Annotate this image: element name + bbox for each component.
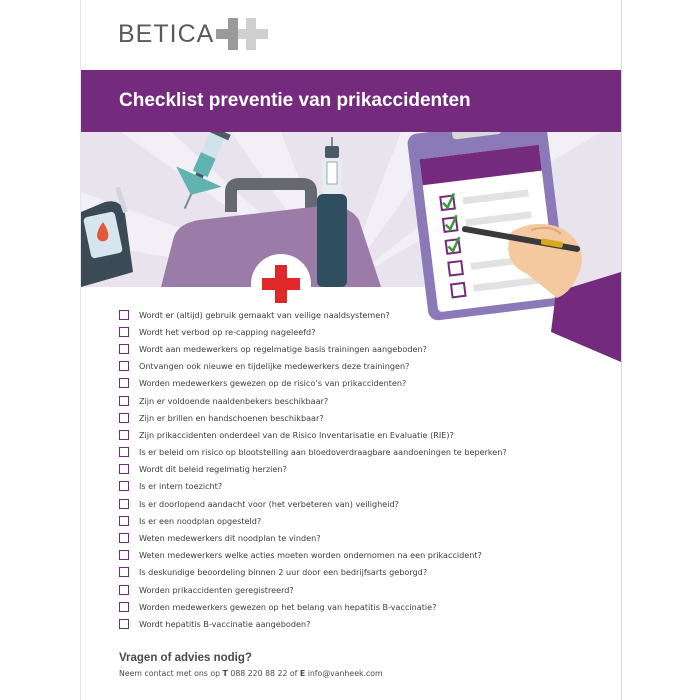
checkbox[interactable] — [119, 602, 129, 612]
checkbox[interactable] — [119, 567, 129, 577]
checklist-item-text: Zijn er brillen en handschoenen beschikbaar? — [139, 412, 324, 423]
checklist-item — [119, 409, 579, 426]
checkbox[interactable] — [119, 447, 129, 457]
checkbox[interactable] — [119, 499, 129, 509]
checklist-item-text: Wordt er (altijd) gebruik gemaakt van veilige naaldsystemen? — [139, 309, 390, 320]
checkbox[interactable] — [119, 378, 129, 388]
checkbox[interactable] — [119, 327, 129, 337]
checkbox[interactable] — [119, 481, 129, 491]
checklist-item-text: Is deskundige beoordeling binnen 2 uur door een bedrijfsarts geborgd? — [139, 567, 428, 578]
checkbox[interactable] — [119, 361, 129, 371]
checkbox[interactable] — [119, 516, 129, 526]
contact-prefix: Neem contact met ons op — [119, 669, 221, 678]
betica-logo — [118, 18, 268, 50]
phone-number: 088 220 88 22 — [230, 669, 288, 678]
checklist-item-text: Wordt hepatitis B-vaccinatie aangeboden? — [139, 618, 311, 629]
checkbox[interactable] — [119, 533, 129, 543]
checklist-item — [119, 461, 579, 478]
checklist-item-text: Zijn prikaccidenten onderdeel van de Risico Inventarisatie en Evaluatie (RIE)? — [139, 429, 454, 440]
checklist-item — [119, 564, 579, 581]
email-label: E — [299, 669, 306, 678]
checklist-item-text: Worden prikaccidenten geregistreerd? — [139, 584, 294, 595]
checkbox[interactable] — [119, 413, 129, 423]
checklist-item-text: Worden medewerkers gewezen op de risico’s van prikaccidenten? — [139, 378, 407, 389]
checklist-item — [119, 547, 579, 564]
checklist-item — [119, 615, 579, 632]
checkbox[interactable] — [119, 619, 129, 629]
checklist-item-text: Wordt aan medewerkers op regelmatige basis trainingen aangeboden? — [139, 343, 427, 354]
checklist-item-text: Is er doorlopend aandacht voor (het verbeteren van) veiligheid? — [139, 498, 399, 509]
checklist-item — [119, 306, 579, 323]
checklist-item — [119, 444, 579, 461]
checklist-item-text: Ontvangen ook nieuwe en tijdelijke medewerkers deze trainingen? — [139, 361, 410, 372]
checklist-item — [119, 340, 579, 357]
checkbox[interactable] — [119, 550, 129, 560]
checklist-item-text: Wordt dit beleid regelmatig herzien? — [139, 464, 287, 475]
checklist-item-text: Is er beleid om risico op blootstelling aan bloedoverdraagbare aandoeningen te beperken? — [139, 447, 507, 458]
checklist-item — [119, 581, 579, 598]
checklist-item-text: Zijn er voldoende naaldenbekers beschikbaar? — [139, 395, 329, 406]
checklist-item — [119, 392, 579, 409]
phone-label: T — [222, 669, 228, 678]
or-label: of — [289, 669, 298, 678]
checklist-item-text: Is er intern toezicht? — [139, 481, 223, 492]
checklist-item-text: Weten medewerkers dit noodplan te vinden? — [139, 533, 321, 544]
checklist-item — [119, 495, 579, 512]
checklist-item — [119, 512, 579, 529]
page-title: Checklist preventie van prikaccidenten — [119, 90, 471, 111]
checklist-item-text: Worden medewerkers gewezen op het belang van hepatitis B-vaccinatie? — [139, 601, 437, 612]
checklist-item — [119, 323, 579, 340]
checklist-item — [119, 426, 579, 443]
checkbox[interactable] — [119, 310, 129, 320]
footer-contact — [119, 669, 383, 678]
checklist-item-text: Wordt het verbod op re-capping nageleefd? — [139, 326, 316, 337]
checklist-item — [119, 375, 579, 392]
checkbox[interactable] — [119, 430, 129, 440]
checklist-item — [119, 598, 579, 615]
plus-cross-icon — [216, 18, 268, 50]
checklist-item — [119, 529, 579, 546]
checkbox[interactable] — [119, 344, 129, 354]
checklist-item — [119, 358, 579, 375]
checklist-item-text: Is er een noodplan opgesteld? — [139, 515, 262, 526]
footer-title: Vragen of advies nodig? — [119, 652, 252, 664]
document-page — [80, 0, 622, 700]
checkbox[interactable] — [119, 585, 129, 595]
checklist-item-text: Weten medewerkers welke acties moeten worden ondernomen na een prikaccident? — [139, 550, 482, 561]
checkbox[interactable] — [119, 464, 129, 474]
checklist — [119, 306, 579, 633]
checklist-item — [119, 478, 579, 495]
email-link[interactable]: info@vanheek.com — [307, 669, 383, 678]
logo-text: BETICA — [118, 19, 215, 48]
checkbox[interactable] — [119, 396, 129, 406]
